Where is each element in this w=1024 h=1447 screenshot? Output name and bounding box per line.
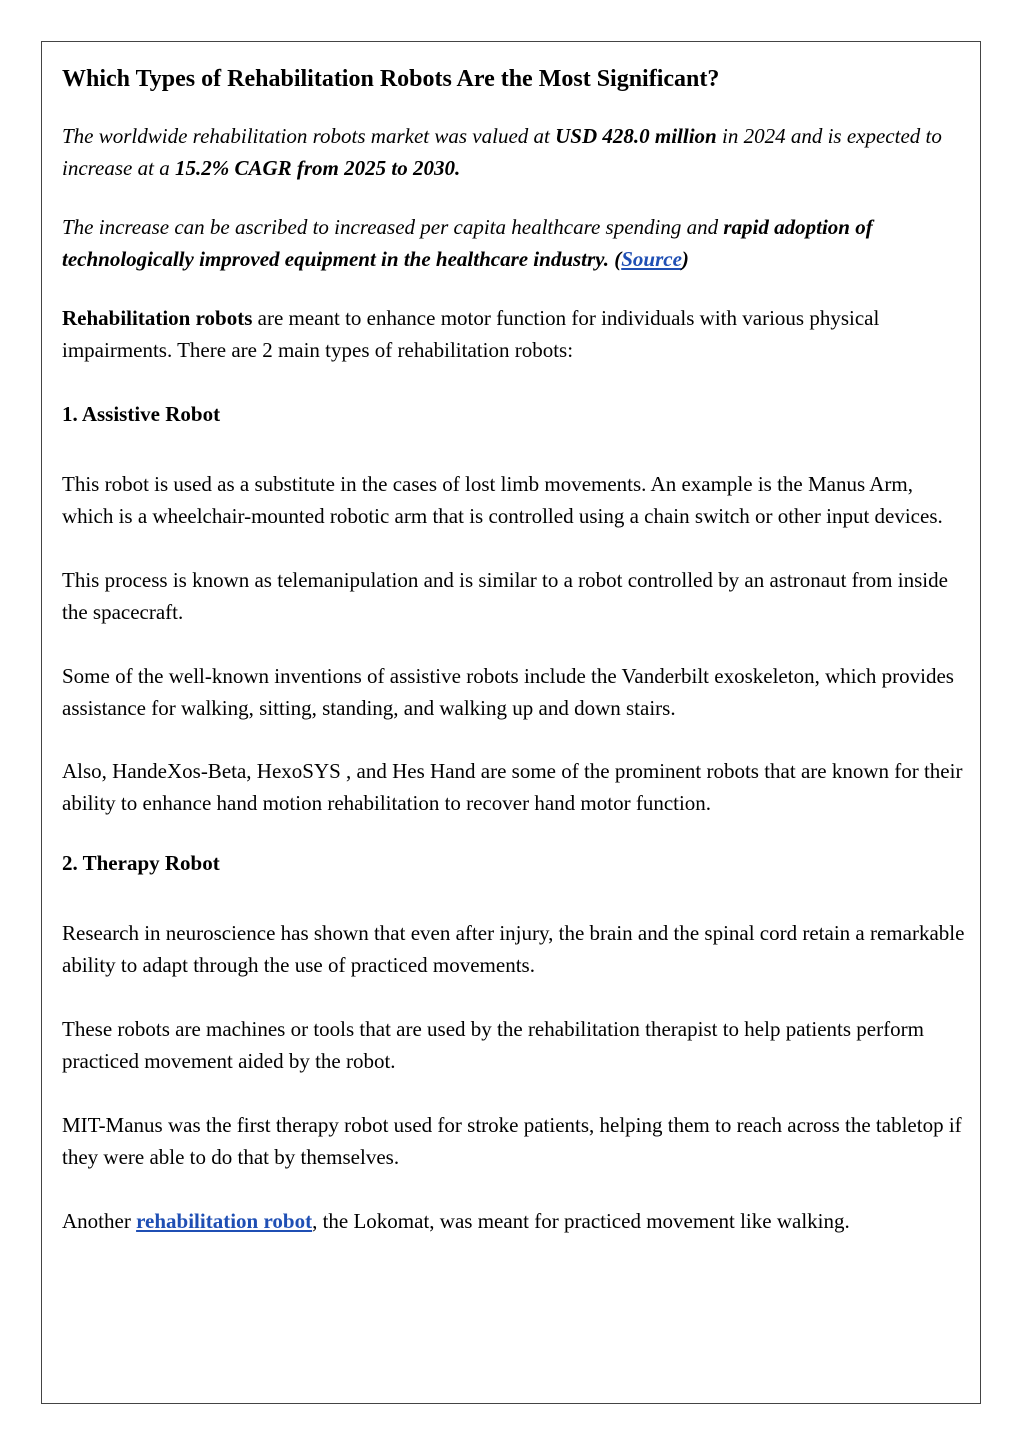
market-cagr: 15.2% CAGR from 2025 to 2030. xyxy=(174,156,461,180)
therapy-paragraph-last xyxy=(62,1205,967,1237)
therapy-paragraph: Research in neuroscience has shown that even after injury, the brain and the spinal cord retain a remarkable ability to adapt through the use of practiced movements. xyxy=(62,921,965,977)
market-intro-text-2: in 2024 and is expected to increase at a xyxy=(62,124,942,180)
assistive-paragraph: This process is known as telemanipulation and is similar to a robot controlled by an astronaut from inside the spacecraft. xyxy=(62,568,948,624)
rehabilitation-robot-link[interactable]: rehabilitation robot xyxy=(136,1209,313,1233)
document-body xyxy=(62,58,967,1237)
therapy-last-text-2: , the Lokomat, was meant for practiced movement like walking. xyxy=(312,1209,850,1233)
definition-text: are meant to enhance motor function for individuals with various physical impairments. There are 2 main types of rehabilitation robots: xyxy=(62,306,880,362)
therapy-last-text-1: Another xyxy=(62,1209,137,1233)
heading-therapy-robot: 2. Therapy Robot xyxy=(62,851,220,875)
growth-drivers-close: ) xyxy=(681,247,689,271)
page-title: Which Types of Rehabilitation Robots Are the Most Significant? xyxy=(62,66,720,92)
assistive-paragraph: Some of the well-known inventions of assistive robots include the Vanderbilt exoskeleton, which provides assistance for walking, sitting, standing, and walking up and down stairs. xyxy=(62,664,954,720)
assistive-paragraph: This robot is used as a substitute in the cases of lost limb movements. An example is the Manus Arm, which is a wheelchair-mounted robotic arm that is controlled using a chain switch or other input devices. xyxy=(62,472,943,528)
source-link[interactable]: Source xyxy=(621,247,682,271)
therapy-paragraph: These robots are machines or tools that are used by the rehabilitation therapist to help patients perform practiced movement aided by the robot. xyxy=(62,1017,924,1073)
therapy-paragraph: MIT-Manus was the first therapy robot used for stroke patients, helping them to reach across the tabletop if they were able to do that by themselves. xyxy=(62,1113,962,1169)
definition-paragraph xyxy=(62,302,967,366)
growth-drivers xyxy=(62,211,967,275)
market-intro xyxy=(62,120,967,184)
growth-drivers-text: The increase can be ascribed to increased per capita healthcare spending and xyxy=(62,215,724,239)
heading-assistive-robot: 1. Assistive Robot xyxy=(62,402,221,426)
growth-drivers-bold-text: rapid adoption of technologically improved equipment in the healthcare industry. ( xyxy=(62,215,873,271)
assistive-paragraph: Also, HandeXos-Beta, HexoSYS , and Hes Hand are some of the prominent robots that are known for their ability to enhance hand motion rehabilitation to recover hand motor function. xyxy=(62,759,963,815)
market-intro-text-1: The worldwide rehabilitation robots market was valued at xyxy=(62,124,556,148)
definition-term: Rehabilitation robots xyxy=(62,306,253,330)
market-value: USD 428.0 million xyxy=(555,124,717,148)
